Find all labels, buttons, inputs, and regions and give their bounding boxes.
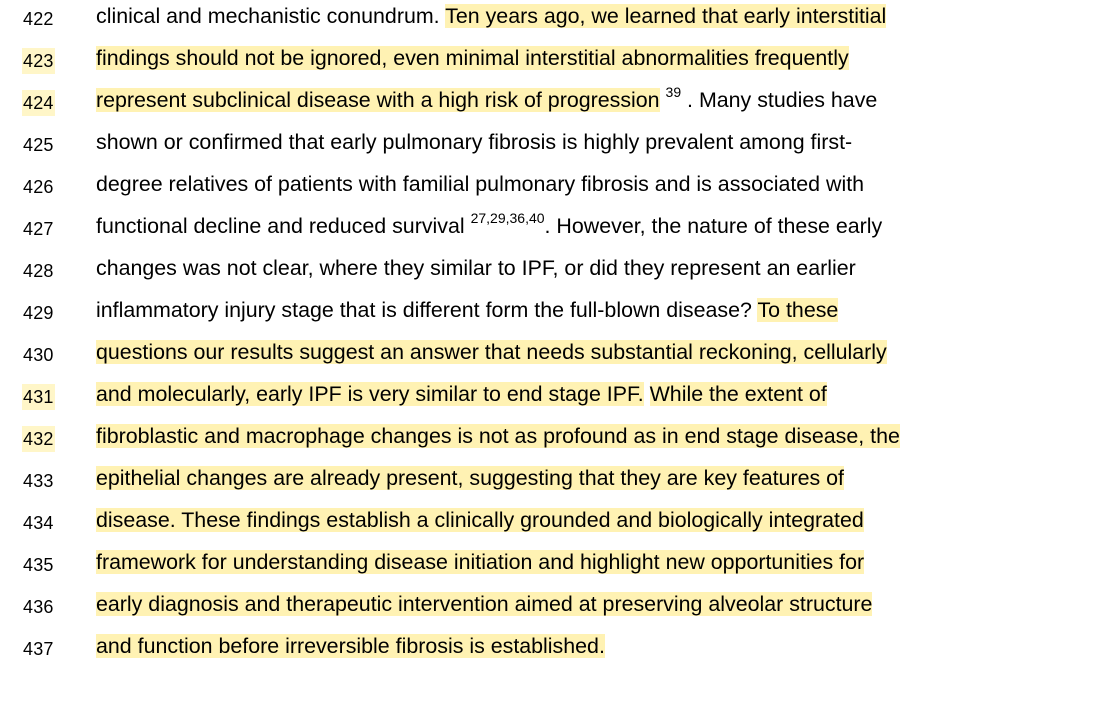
- highlighted-text: framework for understanding disease initiation and highlight new opportunities for: [96, 550, 865, 574]
- line-text: [96, 464, 844, 492]
- highlighted-text: fibroblastic and macrophage changes is not as profound as in end stage disease, the: [96, 424, 900, 448]
- highlighted-text: findings should not be ignored, even minimal interstitial abnormalities frequently: [96, 46, 849, 70]
- text-line-423: [0, 42, 1102, 84]
- line-number: 422: [23, 9, 54, 29]
- highlighted-text: To these: [757, 298, 839, 322]
- line-text: [96, 380, 827, 408]
- text-line-429: [0, 294, 1102, 336]
- text-segment: functional decline and reduced survival: [96, 214, 471, 238]
- text-line-435: [0, 546, 1102, 588]
- line-number: 437: [23, 639, 54, 659]
- line-text: [96, 632, 605, 660]
- line-number: 432: [22, 426, 55, 452]
- text-line-426: [0, 168, 1102, 210]
- highlighted-text: early diagnosis and therapeutic intervention aimed at preserving alveolar structure: [96, 592, 873, 616]
- line-text: [96, 590, 872, 618]
- highlighted-text: represent subclinical disease with a high risk of progression: [96, 88, 660, 112]
- line-text: [96, 170, 864, 198]
- line-text: [96, 128, 852, 156]
- text-line-428: [0, 252, 1102, 294]
- text-line-434: [0, 504, 1102, 546]
- line-number: 427: [23, 219, 54, 239]
- highlighted-text: and function before irreversible fibrosis is established.: [96, 634, 605, 658]
- text-segment: [644, 382, 650, 406]
- line-number: 423: [22, 48, 55, 74]
- text-segment: . Many studies have: [681, 88, 878, 112]
- text-segment: changes was not clear, where they similar to IPF, or did they represent an earlier: [96, 256, 856, 280]
- line-text: [96, 296, 838, 324]
- text-segment: . However, the nature of these early: [544, 214, 883, 238]
- line-number: 436: [23, 597, 54, 617]
- text-line-432: [0, 420, 1102, 462]
- highlighted-text: questions our results suggest an answer that needs substantial reckoning, cellularly: [96, 340, 887, 364]
- citation-superscript: 27,29,36,40: [470, 209, 545, 226]
- text-segment: inflammatory injury stage that is different form the full-blown disease?: [96, 298, 758, 322]
- line-number: 431: [22, 384, 55, 410]
- text-line-437: [0, 630, 1102, 672]
- text-segment: degree relatives of patients with familial pulmonary fibrosis and is associated with: [96, 172, 865, 196]
- line-text: [96, 548, 864, 576]
- line-number: 429: [23, 303, 54, 323]
- highlighted-text: epithelial changes are already present, suggesting that they are key features of: [96, 466, 844, 490]
- text-line-427: [0, 210, 1102, 252]
- line-text: [96, 422, 900, 450]
- text-line-424: [0, 84, 1102, 126]
- text-line-431: [0, 378, 1102, 420]
- text-line-422: [0, 0, 1102, 42]
- line-number: 425: [23, 135, 54, 155]
- highlighted-text: While the extent of: [649, 382, 827, 406]
- highlighted-text: disease. These findings establish a clinically grounded and biologically integrated: [96, 508, 864, 532]
- line-text: [96, 338, 887, 366]
- text-line-430: [0, 336, 1102, 378]
- text-line-425: [0, 126, 1102, 168]
- line-text: [96, 506, 864, 534]
- line-number: 435: [23, 555, 54, 575]
- citation-superscript: 39: [665, 83, 682, 100]
- text-line-436: [0, 588, 1102, 630]
- text-segment: shown or confirmed that early pulmonary fibrosis is highly prevalent among first-: [96, 130, 853, 154]
- line-number: 424: [22, 90, 55, 116]
- line-text: [96, 209, 883, 240]
- line-number: 430: [23, 345, 54, 365]
- line-text: [96, 83, 878, 114]
- line-number: 426: [23, 177, 54, 197]
- line-text: [96, 2, 886, 30]
- highlighted-text: Ten years ago, we learned that early interstitial: [445, 4, 887, 28]
- line-text: [96, 44, 849, 72]
- text-line-433: [0, 462, 1102, 504]
- line-text: [96, 254, 856, 282]
- text-segment: clinical and mechanistic conundrum.: [96, 4, 446, 28]
- highlighted-text: and molecularly, early IPF is very similar to end stage IPF.: [96, 382, 644, 406]
- line-number: 433: [23, 471, 54, 491]
- line-number: 428: [23, 261, 54, 281]
- line-number: 434: [23, 513, 54, 533]
